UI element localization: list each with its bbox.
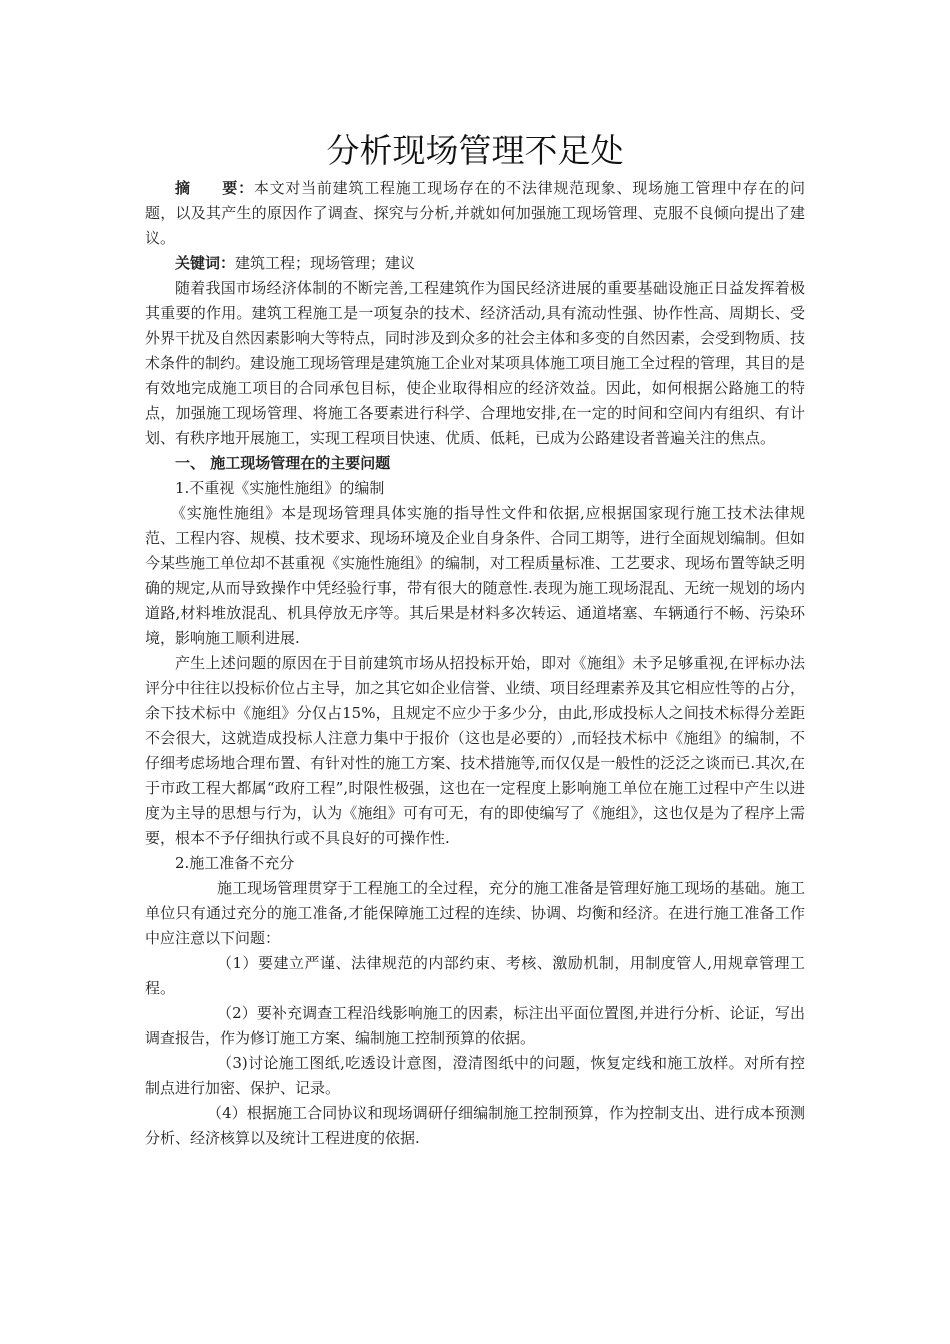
section1-heading: 一、 施工现场管理在的主要问题	[175, 454, 391, 472]
sub1-paragraph-1: 《实施性施组》本是现场管理具体实施的指导性文件和依据,应根据国家现行施工技术法律规范、工程内容、规模、技术要求、现场环境及企业自身条件、合同工期等，进行全面规划编制。但如今某些施工单位却不甚重视《实施性施组》的编制，对工程质量标准、工艺要求、现场布置等缺乏明确的规定,从而导致操作中凭经验行事，带有很大的随意性.表现为施工现场混乱、无统一规划的场内道路,材料堆放混乱、机具停放无序等。其后果是材料多次转运、通道堵塞、车辆通行不畅、污染环境，影响施工顺利进展.	[145, 504, 806, 647]
sub2-heading: 2.施工准备不充分	[175, 854, 295, 872]
list-item: （3)讨论施工图纸,吃透设计意图，澄清图纸中的问题，恢复定线和施工放样。对所有控制点进行加密、保护、记录。	[145, 1054, 805, 1097]
keywords-text: 建筑工程；现场管理；建议	[235, 254, 416, 272]
list-item: （1）要建立严谨、法律规范的内部约束、考核、激励机制，用制度管人,用规章管理工程。	[145, 954, 805, 997]
sub2-paragraph-1: 施工现场管理贯穿于工程施工的全过程，充分的施工准备是管理好施工现场的基础。施工单位只有通过充分的施工准备,才能保障施工过程的连续、协调、均衡和经济。在进行施工准备工作中应注意以下问题：	[145, 879, 805, 947]
sub1-paragraph-2: 产生上述问题的原因在于目前建筑市场从招投标开始，即对《施组》未予足够重视,在评标办法评分中往往以投标价位占主导，加之其它如企业信誉、业绩、项目经理素养及其它相应性等的占分，余下技术标中《施组》分仅占15%，且规定不应少于多少分，由此,形成投标人之间技术标得分差距不会很大，这就造成投标人注意力集中于报价（这也是必要的）,而轻技术标中《施组》的编制，不仔细考虑场地合理布置、有针对性的施工方案、技术措施等,而仅仅是一般性的泛泛之谈而已.其次,在于市政工程大都属“政府工程”,时限性极强，这也在一定程度上影响施工单位在施工过程中产生以进度为主导的思想与行为，认为《施组》可有可无，有的即使编写了《施组》，这也仅是为了程序上需要，根本不予仔细执行或不具良好的可操作性.	[145, 654, 806, 847]
document-title: 分析现场管理不足处	[326, 131, 624, 170]
keywords-label: 关键词：	[175, 254, 236, 272]
abstract-text: 本文对当前建筑工程施工现场存在的不法律规范现象、现场施工管理中存在的问题，以及其产生的原因作了调查、探究与分析,并就如何加强施工现场管理、克服不良倾向提出了建议。	[145, 179, 805, 247]
list-item: （2）要补充调查工程沿线影响施工的因素，标注出平面位置图,并进行分析、论证，写出调查报告，作为修订施工方案、编制施工控制预算的依据。	[145, 1004, 805, 1047]
intro-paragraph: 随着我国市场经济体制的不断完善,工程建筑作为国民经济进展的重要基础设施正日益发挥着极其重要的作用。建筑工程施工是一项复杂的技术、经济活动,具有流动性强、协作性高、周期长、受外界干扰及自然因素影响大等特点，同时涉及到众多的社会主体和多变的自然因素，会受到物质、技术条件的制约。建设施工现场管理是建筑施工企业对某项具体施工项目施工全过程的管理，其目的是有效地完成施工项目的合同承包目标，使企业取得相应的经济效益。因此，如何根据公路施工的特点，加强施工现场管理、将施工各要素进行科学、合理地安排,在一定的时间和空间内有组织、有计划、有秩序地开展施工，实现工程项目快速、优质、低耗，已成为公路建设者普遍关注的焦点。	[145, 279, 806, 447]
sub1-heading: 1.不重视《实施性施组》的编制	[175, 479, 385, 497]
document-page	[145, 128, 805, 1151]
abstract-label: 摘 要：	[175, 179, 254, 197]
list-item: （4）根据施工合同协议和现场调研仔细编制施工控制预算，作为控制支出、进行成本预测分析、经济核算以及统计工程进度的依据.	[145, 1104, 805, 1147]
abstract-paragraph	[145, 176, 805, 251]
keywords-paragraph	[145, 251, 805, 276]
